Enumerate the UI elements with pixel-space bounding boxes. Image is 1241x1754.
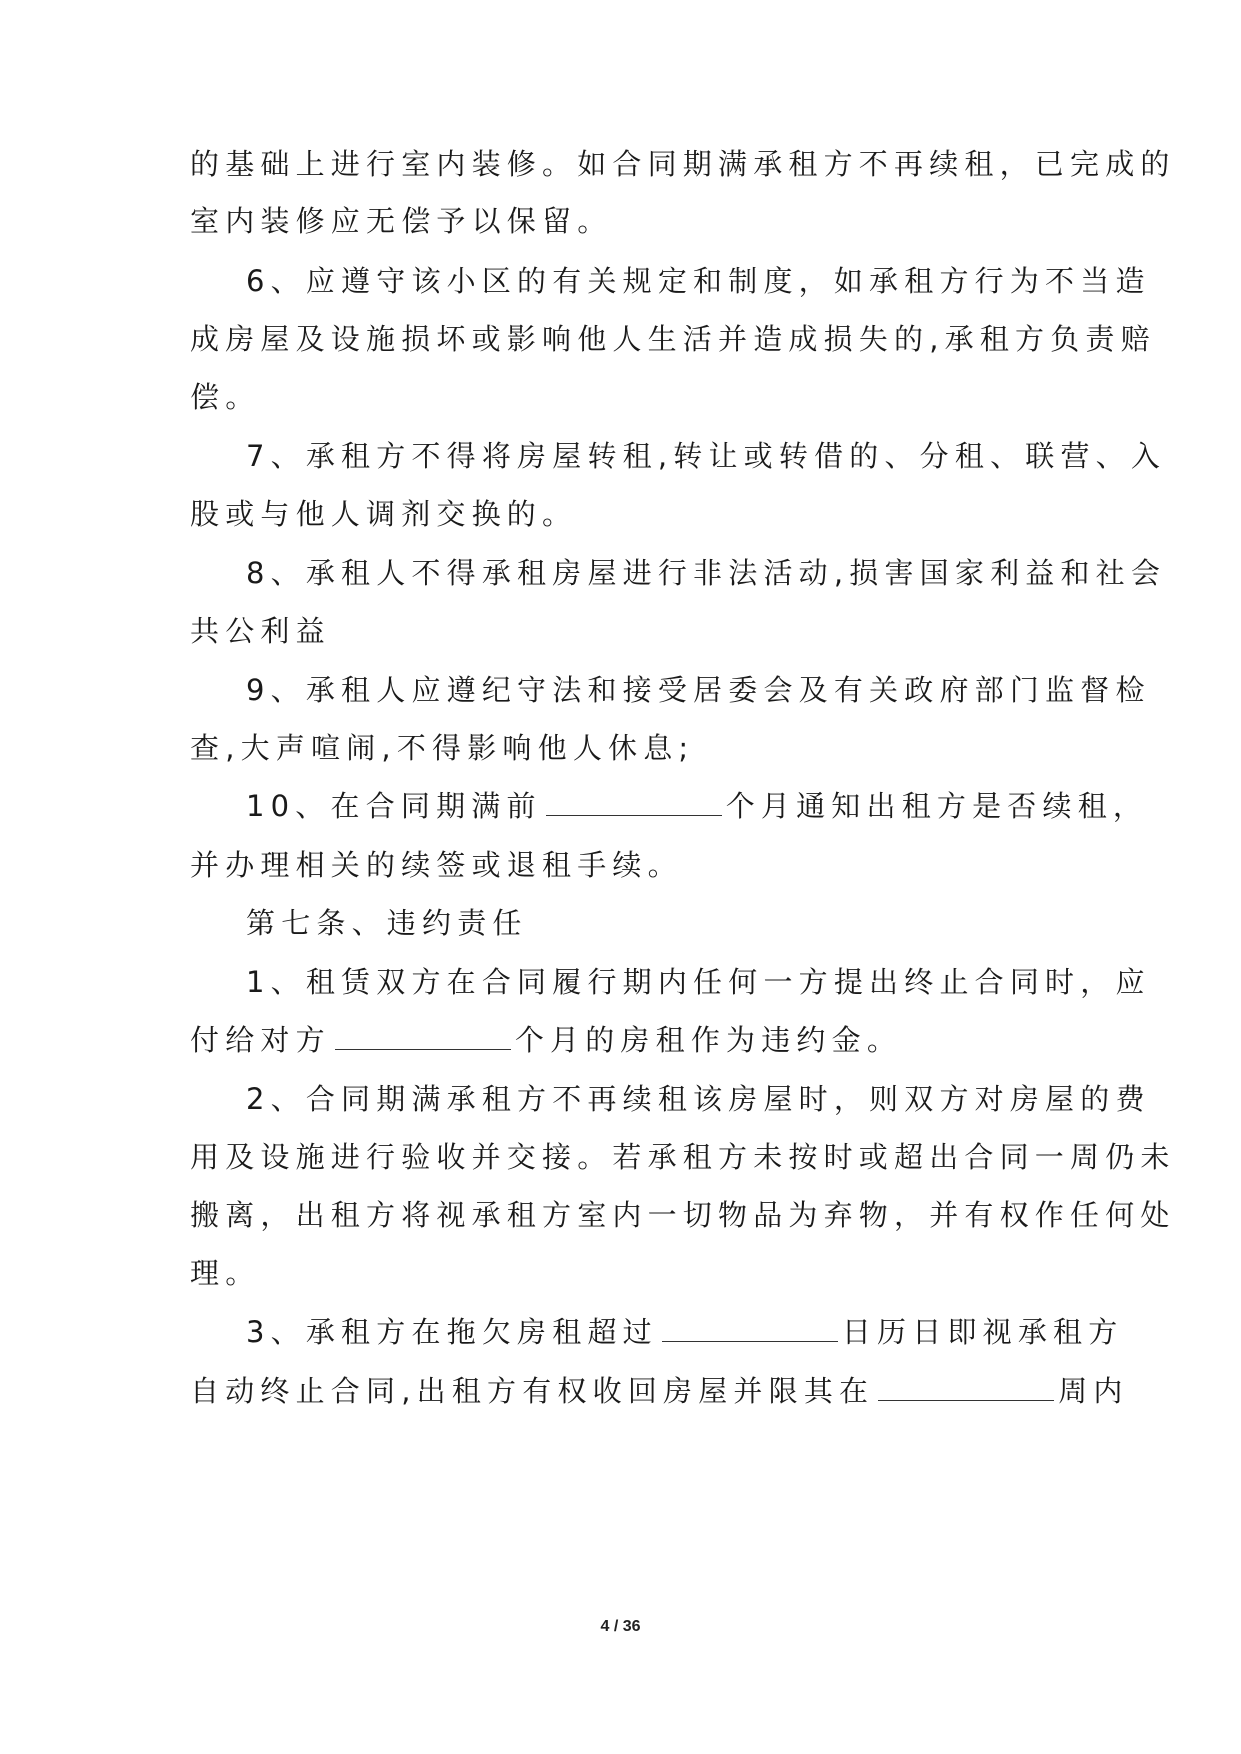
breach-1-text-start: 付给对方 [190,1023,331,1057]
breach-3-text-start: 3、承租方在拖欠房租超过 [246,1315,658,1349]
breach-clause-2: 2、合同期满承租方不再续租该房屋时，则双方对房屋的费 [246,1082,1151,1116]
text-line: 成房屋及设施损坏或影响他人生活并造成损失的,承租方负责赔 [190,322,1156,356]
text-line [190,1371,1129,1411]
breach-clause-3 [246,1312,1124,1352]
page-number: 4 / 36 [600,1618,641,1635]
text-line: 搬离，出租方将视承租方室内一切物品为弃物，并有权作任何处 [190,1198,1176,1232]
clause-6: 6、应遵守该小区的有关规定和制度，如承租方行为不当造 [246,264,1151,298]
text-line: 并办理相关的续签或退租手续。 [190,848,683,882]
fill-in-blank[interactable] [662,1315,838,1342]
text-line: 股或与他人调剂交换的。 [190,497,578,531]
breach-1-text-end: 个月的房租作为违约金。 [514,1023,903,1057]
text-line [190,1020,1050,1060]
section-heading: 第七条、违约责任 [246,906,528,940]
breach-3-cont-end: 周内 [1058,1374,1129,1408]
clause-10 [246,786,1149,826]
fill-in-blank[interactable] [546,789,722,816]
text-line: 偿。 [190,380,261,414]
breach-clause-1: 1、租赁双方在合同履行期内任何一方提出终止合同时，应 [246,965,1151,999]
fill-in-blank[interactable] [878,1374,1054,1401]
breach-3-cont-start: 自动终止合同,出租方有权收回房屋并限其在 [190,1374,875,1408]
text-line: 查,大声喧闹,不得影响他人休息; [190,731,695,765]
clause-10-text-start: 10、在合同期满前 [246,789,542,823]
clause-9: 9、承租人应遵纪守法和接受居委会及有关政府部门监督检 [246,673,1151,707]
text-line: 用及设施进行验收并交接。若承租方未按时或超出合同一周仍未 [190,1140,1176,1174]
clause-10-text-end: 个月通知出租方是否续租， [725,789,1149,823]
text-line: 共公利益 [190,614,331,648]
clause-8: 8、承租人不得承租房屋进行非法活动,损害国家利益和社会 [246,556,1167,590]
text-line: 的基础上进行室内装修。如合同期满承租方不再续租，已完成的 [190,147,1176,181]
clause-7: 7、承租方不得将房屋转租,转让或转借的、分租、联营、入 [246,439,1167,473]
text-line: 理。 [190,1256,261,1290]
breach-3-text-end: 日历日即视承租方 [841,1315,1124,1349]
fill-in-blank[interactable] [335,1023,511,1050]
text-line: 室内装修应无偿予以保留。 [190,204,613,238]
